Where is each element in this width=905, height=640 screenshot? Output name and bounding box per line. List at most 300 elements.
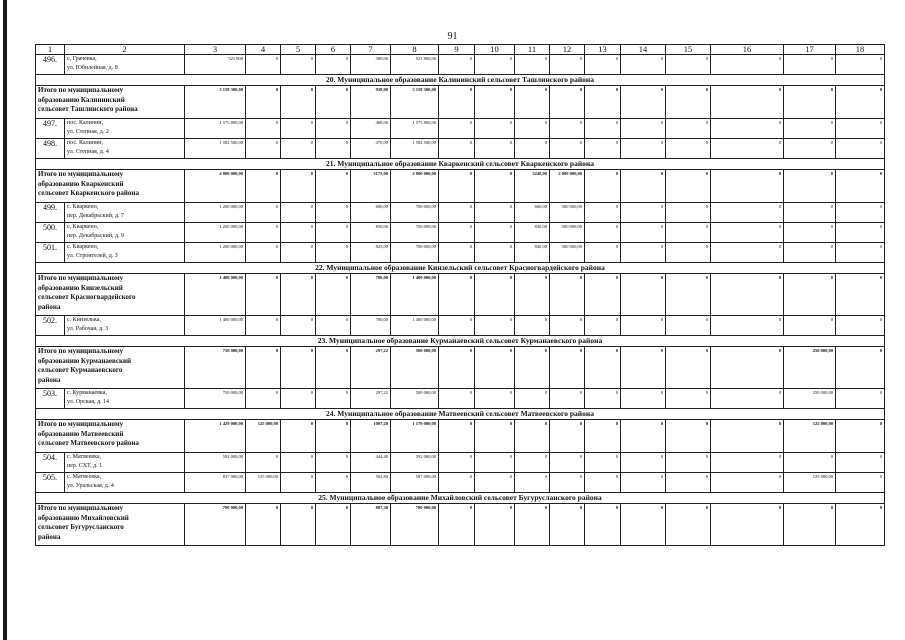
column-header: 2 (65, 45, 185, 55)
value-cell: 0 (784, 203, 836, 223)
value-cell: 500 000,00 (391, 347, 439, 389)
value-cell: 0 (836, 420, 885, 453)
value-cell: 0 (784, 170, 836, 203)
address-cell (65, 119, 185, 139)
address-line: с. Грачевка, (67, 56, 97, 62)
value-cell: 0 (550, 55, 585, 75)
value-cell: 0 (475, 316, 515, 336)
value-cell: 0 (281, 170, 316, 203)
value-cell: 0 (475, 504, 515, 546)
value-cell: 1 575 800,00 (185, 119, 246, 139)
address-line: с. Кинзелька, (67, 317, 101, 323)
value-cell: 0 (316, 243, 351, 263)
value-cell: 0 (281, 274, 316, 316)
address-line: с. Курманаевка, (67, 390, 107, 396)
value-cell: 0 (281, 119, 316, 139)
value-cell: 1 429 000,00 (185, 420, 246, 453)
value-cell: 500 000,00 (391, 389, 439, 409)
row-number: 504. (36, 453, 65, 473)
value-cell: 0 (439, 473, 475, 493)
value-cell: 0 (550, 274, 585, 316)
value-cell: 0 (666, 473, 711, 493)
address-line: с. Кваркено, (67, 204, 99, 210)
address-cell (65, 203, 185, 223)
value-cell: 0 (666, 86, 711, 119)
total-label-line: образованию Кинзельский (38, 283, 123, 292)
value-cell: 0 (784, 86, 836, 119)
value-cell: 1 582 500,00 (185, 139, 246, 159)
value-cell: 0 (550, 389, 585, 409)
total-label (36, 86, 185, 119)
value-cell: 0 (666, 139, 711, 159)
value-cell: 0 (621, 139, 666, 159)
section-heading-row (36, 409, 885, 420)
value-cell: 0 (246, 389, 281, 409)
address-line: ул. Степная, д. 2 (67, 129, 109, 135)
value-cell: 0 (475, 203, 515, 223)
address-line: пер. Декабрьский, д. 9 (67, 233, 125, 239)
section-title: 25. Муниципальное образование Михайловский сельсовет Бугурусланского района (36, 493, 885, 504)
section-heading-row (36, 493, 885, 504)
table-row (36, 453, 885, 473)
column-header: 10 (475, 45, 515, 55)
value-cell: 0 (711, 243, 784, 263)
value-cell: 0 (550, 347, 585, 389)
value-cell: 125 000,00 (784, 420, 836, 453)
row-number: 502. (36, 316, 65, 336)
column-header: 1 (36, 45, 65, 55)
value-cell: 0 (585, 203, 621, 223)
value-cell: 0 (246, 347, 281, 389)
value-cell: 0 (281, 347, 316, 389)
value-cell: 1 400 000,00 (185, 274, 246, 316)
value-cell: 840,00 (515, 223, 550, 243)
value-cell: 0 (550, 420, 585, 453)
value-cell: 0 (621, 473, 666, 493)
total-row (36, 86, 885, 119)
value-cell: 0 (281, 389, 316, 409)
value-cell: 887,30 (351, 504, 391, 546)
value-cell: 837 000,00 (185, 473, 246, 493)
value-cell: 0 (585, 316, 621, 336)
value-cell: 700 000,00 (391, 223, 439, 243)
value-cell: 700 000,00 (391, 203, 439, 223)
value-cell: 4 800 000,00 (185, 170, 246, 203)
value-cell: 0 (585, 119, 621, 139)
value-cell: 1 400 000,00 (391, 316, 439, 336)
value-cell: 0 (246, 223, 281, 243)
value-cell: 125 000,00 (784, 473, 836, 493)
value-cell: 0 (550, 453, 585, 473)
value-cell: 0 (666, 316, 711, 336)
value-cell: 0 (836, 274, 885, 316)
total-label-line: образованию Матвеевский (38, 429, 124, 438)
total-label-line: сельсовет Ташлинского района (38, 105, 138, 113)
value-cell: 700 000,00 (185, 504, 246, 546)
section-title: 21. Муниципальное образование Кваркенский сельсовет Кваркенского района (36, 159, 885, 170)
value-cell: 592 000,00 (185, 453, 246, 473)
section-title: 24. Муниципальное образование Матвеевский сельсовет Матвеевского района (36, 409, 885, 420)
value-cell: 0 (711, 473, 784, 493)
table-row (36, 243, 885, 263)
value-cell: 0 (281, 223, 316, 243)
value-cell: 0 (515, 473, 550, 493)
value-cell: 0 (666, 274, 711, 316)
row-number: 500. (36, 223, 65, 243)
value-cell: 0 (836, 170, 885, 203)
value-cell: 0 (585, 453, 621, 473)
value-cell: 500 000,00 (550, 203, 585, 223)
value-cell: 0 (621, 170, 666, 203)
value-cell: 0 (246, 316, 281, 336)
value-cell: 0 (836, 203, 885, 223)
value-cell: 0 (246, 139, 281, 159)
total-label-line: образованию Кваркенский (38, 179, 124, 188)
value-cell: 0 (439, 119, 475, 139)
value-cell: 0 (585, 86, 621, 119)
column-header: 13 (585, 45, 621, 55)
value-cell: 0 (439, 316, 475, 336)
value-cell: 0 (621, 347, 666, 389)
value-cell: 300,00 (351, 55, 391, 75)
value-cell: 0 (621, 504, 666, 546)
value-cell: 3 158 300,00 (185, 86, 246, 119)
value-cell: 0 (585, 243, 621, 263)
value-cell: 500 000,00 (550, 223, 585, 243)
value-cell: 0 (711, 223, 784, 243)
row-number: 498. (36, 139, 65, 159)
address-cell (65, 473, 185, 493)
value-cell: 0 (711, 420, 784, 453)
value-cell: 0 (281, 420, 316, 453)
value-cell: 0 (836, 504, 885, 546)
value-cell: 850,00 (351, 223, 391, 243)
total-label-line: Итого по муниципальному (38, 504, 124, 512)
total-label-line: Итого по муниципальному (38, 86, 124, 94)
table-row (36, 389, 885, 409)
value-cell: 0 (246, 55, 281, 75)
address-line: пер. Декабрьский, д. 7 (67, 213, 125, 219)
value-cell: 0 (316, 316, 351, 336)
value-cell: 0 (316, 274, 351, 316)
value-cell: 2 800 000,00 (391, 170, 439, 203)
column-header: 8 (391, 45, 439, 55)
value-cell: 0 (281, 243, 316, 263)
value-cell: 592 000,00 (391, 453, 439, 473)
section-heading-row (36, 336, 885, 347)
value-cell: 1 400 000,00 (391, 274, 439, 316)
value-cell: 297,22 (351, 347, 391, 389)
address-line: с. Матвеевка, (67, 474, 102, 480)
section-heading-row (36, 75, 885, 86)
address-line: с. Кваркено, (67, 224, 99, 230)
value-cell: 0 (784, 55, 836, 75)
value-cell: 0 (621, 223, 666, 243)
column-header: 9 (439, 45, 475, 55)
value-cell: 0 (585, 420, 621, 453)
value-cell: 0 (515, 389, 550, 409)
value-cell: 521 800,00 (391, 55, 439, 75)
value-cell: 0 (281, 139, 316, 159)
total-label-line: Итого по муниципальному (38, 274, 124, 282)
value-cell: 700,00 (351, 274, 391, 316)
value-cell: 0 (836, 473, 885, 493)
value-cell: 0 (439, 274, 475, 316)
value-cell: 0 (836, 139, 885, 159)
value-cell: 1 582 500,00 (391, 139, 439, 159)
column-header: 17 (784, 45, 836, 55)
total-label-line: района (38, 375, 61, 384)
value-cell: 700,00 (351, 316, 391, 336)
total-label-line: сельсовет Кваркенского района (38, 189, 139, 197)
value-cell: 0 (666, 420, 711, 453)
value-cell: 0 (784, 274, 836, 316)
value-cell: 0 (281, 473, 316, 493)
value-cell: 0 (515, 316, 550, 336)
section-title: 20. Муниципальное образование Калининский сельсовет Ташлинского района (36, 75, 885, 86)
value-cell: 0 (246, 170, 281, 203)
value-cell: 0 (475, 473, 515, 493)
total-label (36, 274, 185, 316)
value-cell: 0 (439, 55, 475, 75)
value-cell: 600,00 (351, 203, 391, 223)
column-header: 4 (246, 45, 281, 55)
value-cell: 125 000,00 (246, 420, 281, 453)
total-label (36, 504, 185, 546)
value-cell: 0 (666, 389, 711, 409)
value-cell: 0 (666, 504, 711, 546)
table-row (36, 223, 885, 243)
value-cell: 0 (475, 55, 515, 75)
value-cell: 0 (515, 119, 550, 139)
section-heading-row (36, 263, 885, 274)
address-line: ул. Рабочая, д. 3 (67, 326, 109, 332)
value-cell: 0 (515, 504, 550, 546)
value-cell: 3240,00 (515, 170, 550, 203)
value-cell: 0 (281, 504, 316, 546)
table-row (36, 203, 885, 223)
value-cell: 0 (784, 119, 836, 139)
value-cell: 0 (475, 139, 515, 159)
value-cell: 0 (439, 347, 475, 389)
address-line: ул. Уральская, д. 4 (67, 483, 114, 489)
value-cell: 1007,20 (351, 420, 391, 453)
value-cell: 0 (316, 420, 351, 453)
value-cell: 0 (666, 170, 711, 203)
value-cell: 0 (515, 274, 550, 316)
value-cell: 0 (836, 223, 885, 243)
value-cell: 0 (316, 473, 351, 493)
value-cell: 0 (475, 119, 515, 139)
value-cell: 0 (711, 504, 784, 546)
value-cell: 0 (281, 453, 316, 473)
column-header: 11 (515, 45, 550, 55)
value-cell: 0 (711, 453, 784, 473)
table-row (36, 316, 885, 336)
scan-edge-bar (3, 0, 7, 640)
column-header: 12 (550, 45, 585, 55)
column-header: 15 (666, 45, 711, 55)
value-cell: 0 (621, 86, 666, 119)
value-cell: 0 (550, 139, 585, 159)
value-cell: 0 (475, 453, 515, 473)
value-cell: 0 (621, 55, 666, 75)
value-cell: 0 (621, 316, 666, 336)
value-cell: 0 (515, 453, 550, 473)
value-cell: 0 (281, 86, 316, 119)
total-label-line: образованию Калининский (38, 95, 125, 104)
value-cell: 750 000,00 (185, 347, 246, 389)
value-cell: 0 (475, 86, 515, 119)
value-cell: 0 (316, 119, 351, 139)
address-cell (65, 243, 185, 263)
address-line: с. Кваркено, (67, 244, 99, 250)
table-row (36, 473, 885, 493)
value-cell: 0 (836, 453, 885, 473)
value-cell: 0 (666, 119, 711, 139)
value-cell: 0 (316, 203, 351, 223)
total-label-line: Итого по муниципальному (38, 170, 124, 178)
value-cell: 0 (281, 203, 316, 223)
column-header: 6 (316, 45, 351, 55)
total-row (36, 170, 885, 203)
value-cell: 0 (711, 119, 784, 139)
value-cell: 0 (621, 453, 666, 473)
address-line: ул. Юбилейная, д. 8 (67, 65, 118, 71)
value-cell: 3 158 300,00 (391, 86, 439, 119)
total-label-line: сельсовет Матвеевского района (38, 439, 139, 447)
total-row (36, 420, 885, 453)
value-cell: 0 (585, 55, 621, 75)
value-cell: 0 (246, 86, 281, 119)
value-cell: 0 (784, 504, 836, 546)
value-cell: 0 (439, 389, 475, 409)
row-number: 499. (36, 203, 65, 223)
value-cell: 250 000,00 (784, 389, 836, 409)
address-cell (65, 316, 185, 336)
value-cell: 0 (836, 55, 885, 75)
value-cell: 0 (439, 223, 475, 243)
column-header: 18 (836, 45, 885, 55)
value-cell: 0 (784, 223, 836, 243)
address-cell (65, 453, 185, 473)
value-cell: 0 (711, 139, 784, 159)
value-cell: 0 (475, 223, 515, 243)
value-cell: 0 (836, 119, 885, 139)
value-cell: 840,00 (515, 243, 550, 263)
value-cell: 562,80 (351, 473, 391, 493)
value-cell: 521 800 (185, 55, 246, 75)
value-cell: 0 (439, 453, 475, 473)
row-number: 501. (36, 243, 65, 263)
value-cell: 0 (246, 504, 281, 546)
value-cell: 0 (316, 347, 351, 389)
value-cell: 0 (836, 347, 885, 389)
total-row (36, 347, 885, 389)
value-cell: 0 (585, 170, 621, 203)
total-label-line: района (38, 302, 61, 311)
total-label-line: Итого по муниципальному (38, 420, 124, 428)
value-cell: 587 000,00 (391, 473, 439, 493)
value-cell: 0 (475, 389, 515, 409)
page-number: 91 (447, 31, 458, 42)
total-label (36, 420, 185, 453)
value-cell: 0 (666, 223, 711, 243)
section-heading-row (36, 159, 885, 170)
table-row (36, 55, 885, 75)
column-number-row (36, 45, 885, 55)
total-label-line: образованию Курманаевский (38, 356, 132, 365)
value-cell: 0 (475, 243, 515, 263)
value-cell: 500 000,00 (550, 243, 585, 263)
value-cell: 0 (784, 316, 836, 336)
value-cell: 0 (711, 203, 784, 223)
section-title: 23. Муниципальное образование Курманаевский сельсовет Курманаевского района (36, 336, 885, 347)
address-line: ул. Орская, д. 14 (67, 399, 110, 405)
value-cell: 0 (711, 55, 784, 75)
value-cell: 1 179 000,00 (391, 420, 439, 453)
address-cell (65, 55, 185, 75)
value-cell: 0 (246, 203, 281, 223)
value-cell: 0 (475, 274, 515, 316)
value-cell: 660,00 (515, 203, 550, 223)
value-cell: 0 (585, 473, 621, 493)
value-cell: 0 (711, 347, 784, 389)
total-label-line: сельсовет Курманаевского (38, 366, 123, 374)
value-cell: 0 (836, 389, 885, 409)
total-label-line: сельсовет Красногвардейского (38, 293, 136, 301)
value-cell: 0 (246, 243, 281, 263)
value-cell: 0 (711, 316, 784, 336)
value-cell: 0 (585, 389, 621, 409)
value-cell: 0 (666, 347, 711, 389)
value-cell: 0 (621, 243, 666, 263)
value-cell: 0 (585, 504, 621, 546)
address-line: пер. СХТ, д. 1 (67, 463, 103, 469)
value-cell: 0 (316, 170, 351, 203)
value-cell: 0 (439, 86, 475, 119)
section-title: 22. Муниципальное образование Кинзельский сельсовет Красногвардейского района (36, 263, 885, 274)
total-row (36, 274, 885, 316)
row-number: 496. (36, 55, 65, 75)
value-cell: 0 (281, 55, 316, 75)
value-cell: 0 (550, 316, 585, 336)
value-cell: 468,00 (351, 119, 391, 139)
value-cell: 0 (550, 86, 585, 119)
address-line: пос. Калинин, (67, 140, 103, 146)
address-line: пос. Калинин, (67, 120, 103, 126)
value-cell: 0 (836, 86, 885, 119)
value-cell: 0 (666, 453, 711, 473)
value-cell: 0 (666, 243, 711, 263)
value-cell: 1 200 000,00 (185, 223, 246, 243)
value-cell: 0 (439, 170, 475, 203)
column-header: 14 (621, 45, 666, 55)
value-cell: 0 (515, 86, 550, 119)
value-cell: 0 (515, 55, 550, 75)
value-cell: 825,00 (351, 243, 391, 263)
value-cell: 0 (711, 86, 784, 119)
value-cell: 0 (439, 504, 475, 546)
value-cell: 1 575 800,00 (391, 119, 439, 139)
value-cell: 0 (621, 119, 666, 139)
row-number: 505. (36, 473, 65, 493)
value-cell: 0 (621, 420, 666, 453)
total-row (36, 504, 885, 546)
value-cell: 0 (621, 389, 666, 409)
value-cell: 250 000,00 (784, 347, 836, 389)
value-cell: 1 400 000,00 (185, 316, 246, 336)
